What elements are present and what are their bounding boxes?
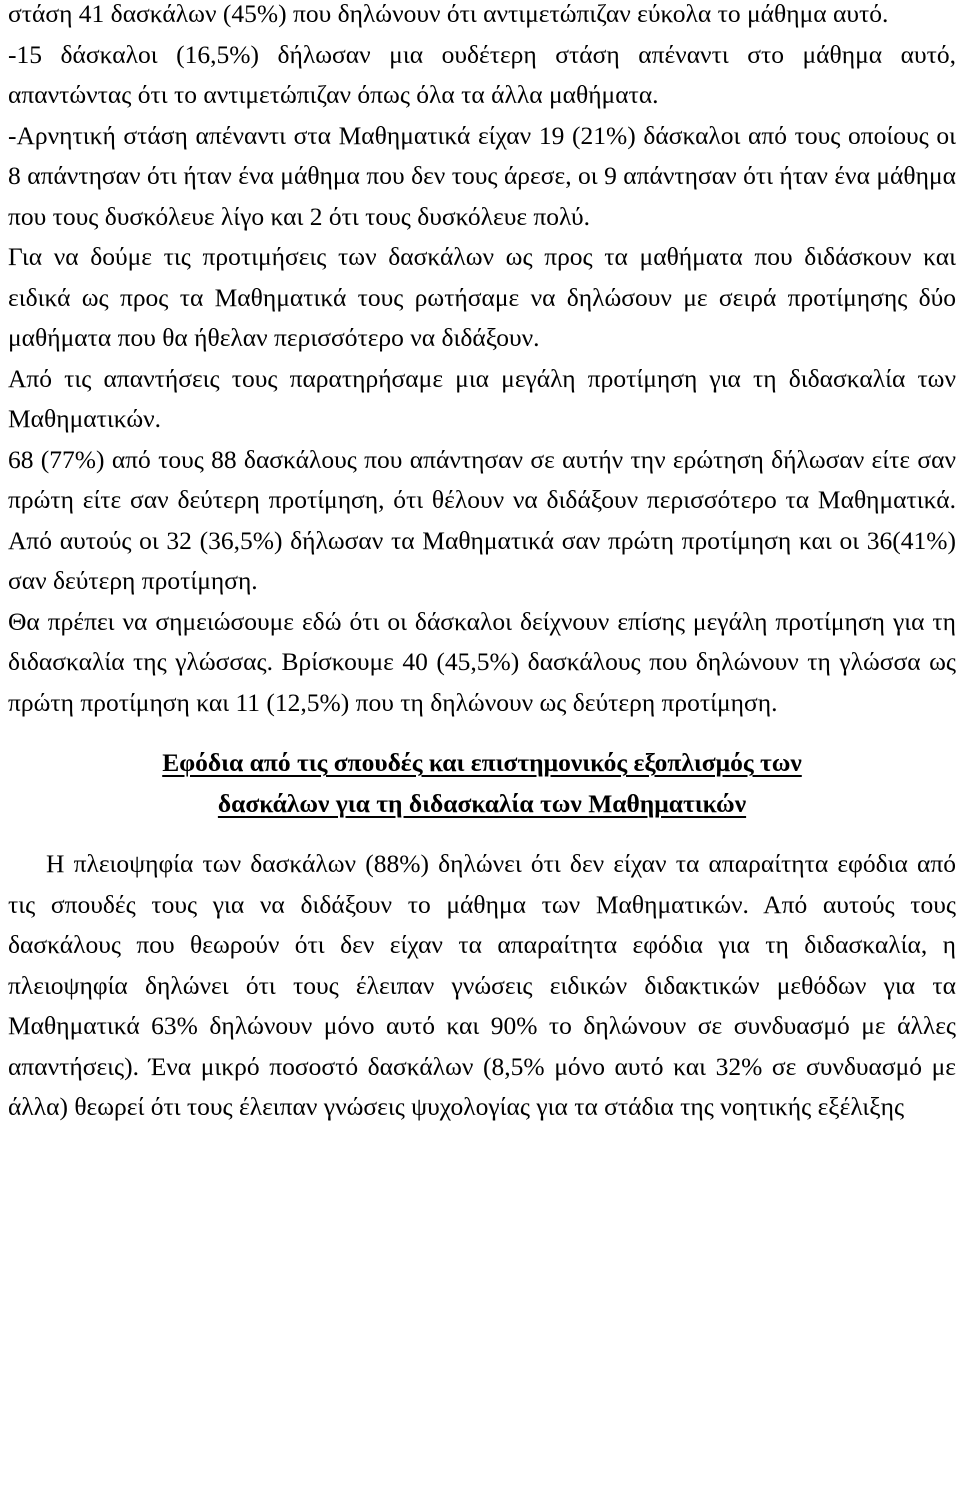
document-page: [8, 0, 956, 1128]
paragraph-math-statistics: 68 (77%) από τους 88 δασκάλους που απάντησαν σε αυτήν την ερώτηση δήλωσαν είτε σαν πρώτη είτε σαν δεύτερη προτίμηση, ότι θέλουν να διδάξουν περισσότερο τα Μαθηματικά. Από αυτούς οι 32 (36,5%) δήλωσαν τα Μαθηματικά σαν πρώτη προτίμηση και οι 36(41%) σαν δεύτερη προτίμηση.: [8, 444, 956, 595]
section-teacher-training: [8, 723, 956, 1128]
paragraph-math-preference: Από τις απαντήσεις τους παρατηρήσαμε μια μεγάλη προτίμηση για τη διδασκαλία των Μαθηματικών.: [8, 363, 956, 433]
paragraph-subject-preferences: Για να δούμε τις προτιμήσεις των δασκάλων ως προς τα μαθήματα που διδάσκουν και ειδικά ως προς τα Μαθηματικά τους ρωτήσαμε να δηλώσουν με σειρά προτίμησης δύο μαθήματα που θα ήθελαν περισσότερο να διδάξουν.: [8, 242, 956, 352]
paragraph-positive-attitude: στάση 41 δασκάλων (45%) που δηλώνουν ότι αντιμετώπιζαν εύκολα το μάθημα αυτό.: [8, 0, 889, 28]
paragraph-neutral-attitude: -15 δάσκαλοι (16,5%) δήλωσαν μια ουδέτερη στάση απέναντι στο μάθημα αυτό, απαντώντας ότι το αντιμετώπιζαν όπως όλα τα άλλα μαθήματα.: [8, 39, 956, 109]
section-heading-line-1: Εφόδια από τις σπουδές και επιστημονικός εξοπλισμός των: [162, 748, 802, 777]
paragraph-negative-attitude: -Αρνητική στάση απέναντι στα Μαθηματικά είχαν 19 (21%) δάσκαλοι από τους οποίους οι 8 απάντησαν ότι ήταν ένα μάθημα που δεν τους άρεσε, οι 9 απάντησαν ότι ήταν ένα μάθημα που τους δυσκόλευε λίγο και 2 ότι τους δυσκόλευε πολύ.: [8, 120, 956, 231]
section-heading: [8, 723, 956, 844]
paragraph-language-preference: Θα πρέπει να σημειώσουμε εδώ ότι οι δάσκαλοι δείχνουν επίσης μεγάλη προτίμηση για τη διδασκαλία της γλώσσας. Βρίσκουμε 40 (45,5%) δασκάλους που δηλώνουν τη γλώσσα ως πρώτη προτίμηση και 11 (12,5%) που τη δηλώνουν ως δεύτερη προτίμηση.: [8, 606, 956, 717]
paragraph-training-deficiency: Η πλειοψηφία των δασκάλων (88%) δηλώνει ότι δεν είχαν τα απαραίτητα εφόδια από τις σπουδές τους για να διδάξουν το μάθημα των Μαθηματικών. Από αυτούς τους δασκάλους που θεωρούν ότι δεν είχαν τα απαραίτητα εφόδια για τη διδασκαλία, η πλειοψηφία δηλώνει ότι τους έλειπαν γνώσεις ειδικών διδακτικών μεθόδων για τα Μαθηματικά 63% δηλώνουν μόνο αυτό και 90% το δηλώνουν σε συνδυασμό με άλλες απαντήσεις). Ένα μικρό ποσοστό δασκάλων (8,5% μόνο αυτό και 32% σε συνδυασμό με άλλα) θεωρεί ότι τους έλειπαν γνώσεις ψυχολογίας για τα στάδια της νοητικής εξέλιξης: [8, 849, 956, 1121]
section-heading-line-2: δασκάλων για τη διδασκαλία των Μαθηματικών: [217, 788, 747, 818]
